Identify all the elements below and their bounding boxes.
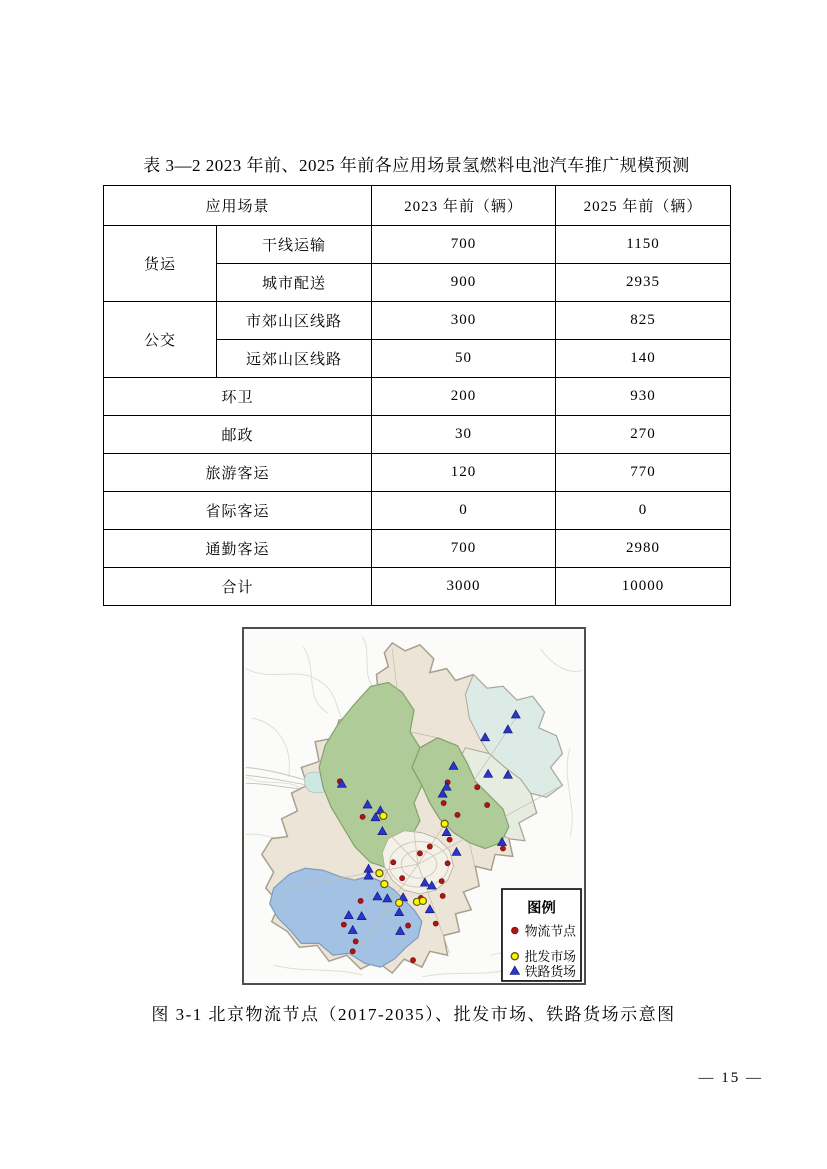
row-label: 环卫	[104, 378, 372, 416]
table-row	[104, 302, 731, 340]
value-2025: 825	[556, 302, 731, 340]
row-label: 合计	[104, 568, 372, 606]
value-2023: 700	[372, 226, 556, 264]
row-label: 旅游客运	[104, 454, 372, 492]
row-label: 远郊山区线路	[217, 340, 372, 378]
value-2023: 700	[372, 530, 556, 568]
header-2023: 2023 年前（辆）	[372, 186, 556, 226]
table-row	[104, 492, 731, 530]
page-number: — 15 —	[698, 1070, 763, 1086]
legend-item-logistics: 物流节点	[524, 923, 577, 939]
value-2023: 900	[372, 264, 556, 302]
table-row	[104, 378, 731, 416]
table-row	[104, 226, 731, 264]
value-2025: 930	[556, 378, 731, 416]
row-label: 城市配送	[217, 264, 372, 302]
value-2023: 3000	[372, 568, 556, 606]
value-2025: 270	[556, 416, 731, 454]
yellow-circle-icon	[511, 953, 518, 960]
table-row	[104, 454, 731, 492]
row-label: 市郊山区线路	[217, 302, 372, 340]
value-2025: 770	[556, 454, 731, 492]
table-row	[104, 416, 731, 454]
value-2025: 2935	[556, 264, 731, 302]
group-bus: 公交	[104, 302, 217, 378]
value-2023: 120	[372, 454, 556, 492]
header-scene: 应用场景	[104, 186, 372, 226]
figure-caption: 图 3-1 北京物流节点（2017-2035）、批发市场、铁路货场示意图	[151, 1005, 676, 1024]
red-dot-icon	[511, 927, 518, 934]
legend-item-wholesale: 批发市场	[524, 949, 577, 965]
map-legend	[502, 889, 581, 981]
table-header-row	[104, 186, 731, 226]
value-2025: 1150	[556, 226, 731, 264]
value-2023: 30	[372, 416, 556, 454]
header-2025: 2025 年前（辆）	[556, 186, 731, 226]
row-label: 省际客运	[104, 492, 372, 530]
table-title: 表 3—2 2023 年前、2025 年前各应用场景氢燃料电池汽车推广规模预测	[143, 156, 690, 175]
legend-title: 图例	[527, 900, 556, 917]
table-row	[104, 530, 731, 568]
value-2025: 10000	[556, 568, 731, 606]
value-2023: 50	[372, 340, 556, 378]
forecast-table	[103, 185, 731, 606]
table-row	[104, 568, 731, 606]
row-label: 干线运输	[217, 226, 372, 264]
group-freight: 货运	[104, 226, 217, 302]
value-2023: 200	[372, 378, 556, 416]
value-2025: 140	[556, 340, 731, 378]
map-image	[244, 629, 584, 983]
value-2023: 0	[372, 492, 556, 530]
value-2025: 0	[556, 492, 731, 530]
beijing-logistics-map	[242, 627, 586, 985]
value-2025: 2980	[556, 530, 731, 568]
legend-item-railway: 铁路货场	[524, 964, 577, 979]
value-2023: 300	[372, 302, 556, 340]
row-label: 邮政	[104, 416, 372, 454]
row-label: 通勤客运	[104, 530, 372, 568]
